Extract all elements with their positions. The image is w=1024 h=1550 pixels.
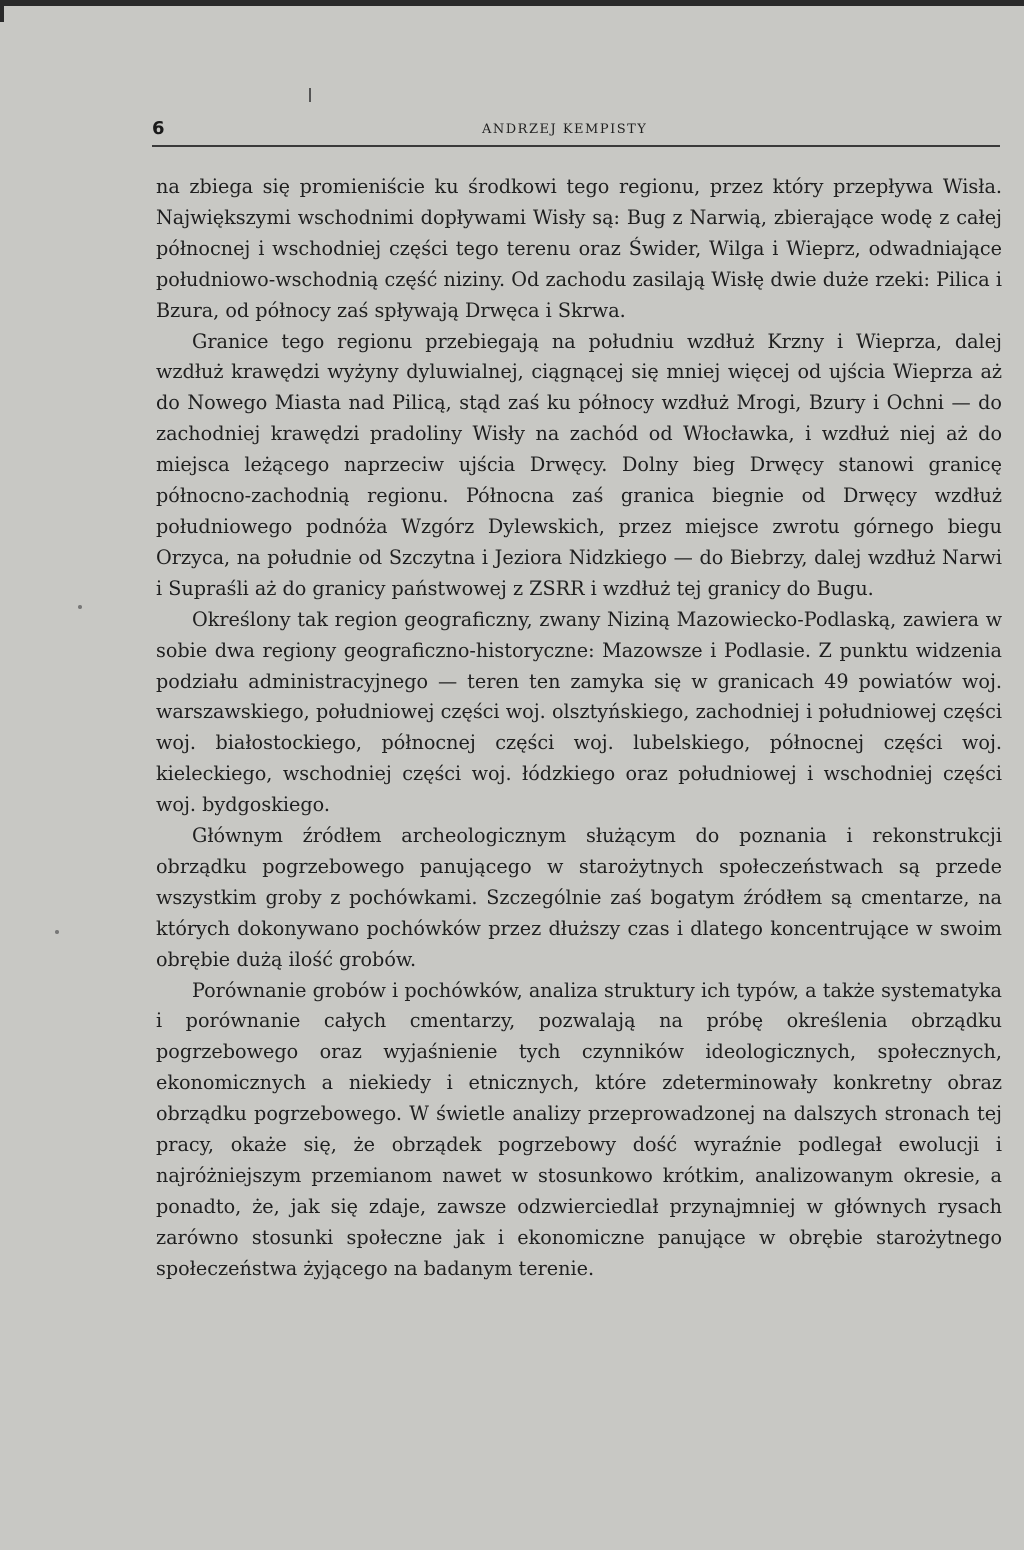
paragraph-1: na zbiega się promieniście ku środkowi tego regionu, przez który przepływa Wisła. Największymi wschodnimi dopływami Wisły są: Bug z Narwią, zbierające wodę z całej północnej i wschodniej części tego terenu oraz Świder, Wilga i Wieprz, odwadniające południowo-wschodnią część niziny. Od zachodu zasilają Wisłę dwie duże rzeki: Pilica i Bzura, od północy zaś spływają Drwęca i Skrwa. <box>156 175 1002 322</box>
paragraph-5: Porównanie grobów i pochówków, analiza struktury ich typów, a także systematyka i porównanie całych cmentarzy, pozwalają na próbę określenia obrządku pogrzebowego oraz wyjaśnienie tych czynników ideologicznych, społecznych, ekonomicznych a niekiedy i etnicznych, które zdeterminowały konkretny obraz obrządku pogrzebowego. W świetle analizy przeprowadzonej na dalszych stronach tej pracy, okaże się, że obrządek pogrzebowy dość wyraźnie podlegał ewolucji i najróżniejszym przemianom nawet w stosunkowo krótkim, analizowanym okresie, a ponadto, że, jak się zdaje, zawsze odzwierciedlał przynajmniej w głównych rysach zarówno stosunki społeczne jak i ekonomiczne panujące w obrębie starożytnego społeczeństwa żyjącego na badanym terenie. <box>156 978 1002 1280</box>
scan-edge-left <box>0 0 4 22</box>
paragraph-2: Granice tego regionu przebiegają na południu wzdłuż Krzny i Wieprza, dalej wzdłuż krawędzi wyżyny dyluwialnej, ciągnącej się mniej więcej od ujścia Wieprza aż do Nowego Miasta nad Pilicą, stąd zaś ku północy wzdłuż Mrogi, Bzury i Ochni — do zachodniej krawędzi pradoliny Wisły na zachód od Włocławka, i wzdłuż niej aż do miejsca leżącego naprzeciw ujścia Drwęcy. Dolny bieg Drwęcy stanowi granicę północno-zachodnią regionu. Północna zaś granica biegnie od Drwęcy wzdłuż południowego podnóża Wzgórz Dylewskich, przez miejsce zwrotu górnego biegu Orzyca, na południe od Szczytna i Jeziora Nidzkiego — do Biebrzy, dalej wzdłuż Narwi i Supraśli aż do granicy państwowej z ZSRR i wzdłuż tej granicy do Bugu. <box>156 329 1002 600</box>
page-number: 6 <box>152 118 165 139</box>
running-head <box>152 118 1000 140</box>
margin-speck <box>55 930 59 934</box>
scan-mark <box>309 88 311 102</box>
running-head-author: ANDRZEJ KEMPISTY <box>482 122 648 137</box>
paragraph-3: Określony tak region geograficzny, zwany Niziną Mazowiecko-Podlaską, zawiera w sobie dwa regiony geograficzno-historyczne: Mazowsze i Podlasie. Z punktu widzenia podziału administracyjnego — teren ten zamyka się w granicach 49 powiatów woj. warszawskiego, południowej części woj. olsztyńskiego, zachodniej i południowej części woj. białostockiego, północnej części woj. lubelskiego, północnej części woj. kieleckiego, wschodniej części woj. łódzkiego oraz południowej i wschodniej części woj. bydgoskiego. <box>156 607 1002 817</box>
margin-speck <box>78 605 82 609</box>
body-text <box>156 172 1002 1285</box>
header-rule <box>152 145 1000 147</box>
paragraph-4: Głównym źródłem archeologicznym służącym do poznania i rekonstrukcji obrządku pogrzebowego panującego w starożytnych społeczeństwach są przede wszystkim groby z pochówkami. Szczególnie zaś bogatym źródłem są cmentarze, na których dokonywano pochówków przez dłuższy czas i dlatego koncentrujące w swoim obrębie dużą ilość grobów. <box>156 824 1002 971</box>
scan-edge-top <box>0 0 1024 6</box>
